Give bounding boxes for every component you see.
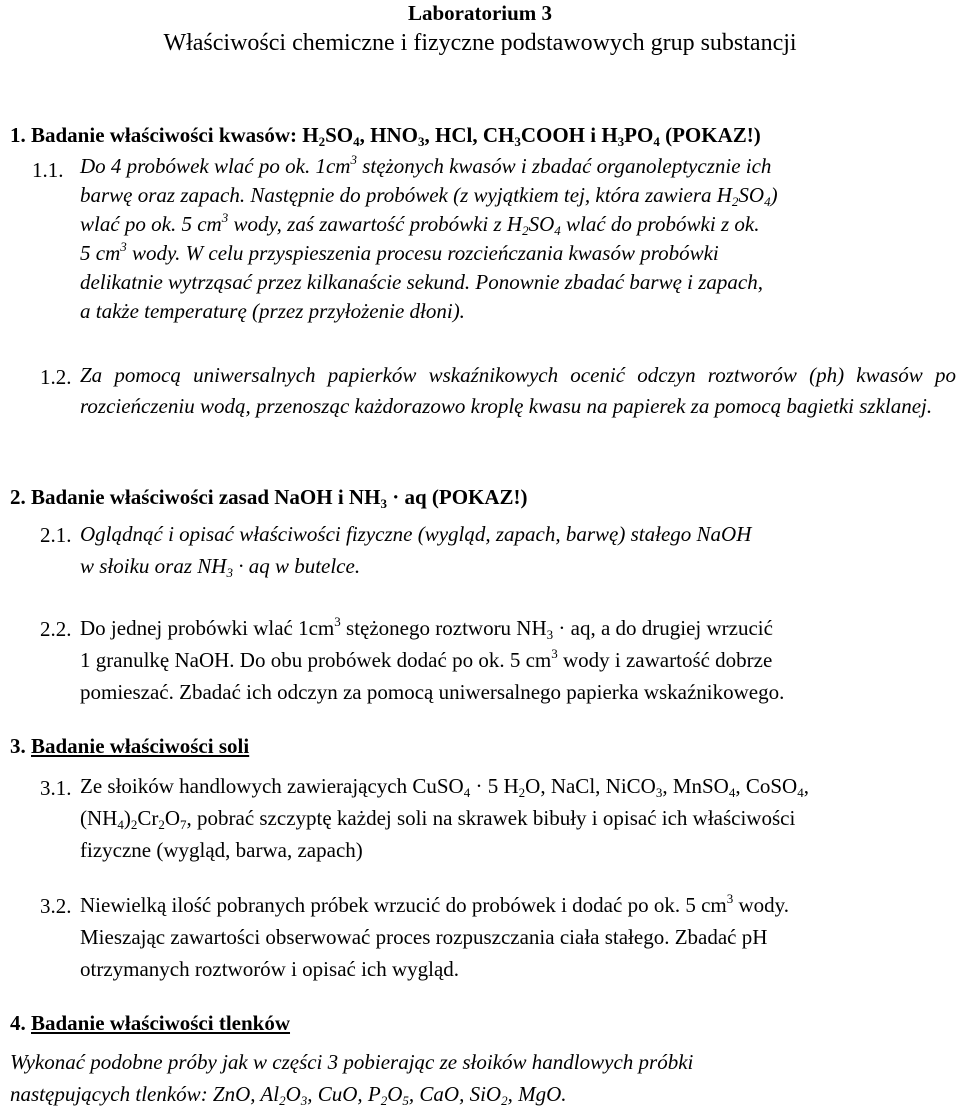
section-3-heading: 3. Badanie właściwości soli [10,734,250,758]
paragraph-3-1-number: 3.1. [40,776,72,800]
section-1-heading: 1. Badanie właściwości kwasów: $H_2SO_4$, $HNO_3$, HCl, $CH_3COOH$ i $H_3PO_4$ (POKAZ!) [10,123,761,149]
lab-subtitle: Właściwości chemiczne i fizyczne podstawowych grup substancji [163,30,797,56]
paragraph-1-1-number: 1.1. [32,158,64,182]
paragraph-3-2-number: 3.2. [40,894,72,918]
paragraph-2-1: Oglądnąć i opisać właściwości fizyczne (wygląd, zapach, barwę) stałego NaOH w słoiku oraz $NH_3$ · aq w butelce. [80,522,752,580]
paragraph-3-2: Niewielką ilość pobranych próbek wrzucić do probówek i dodać po ok. 5 $cm^3$ wody. Mieszając zawartości obserwować proces rozpuszczania ciała stałego. Zbadać pH otrzymanych roztworów i opisać ich wygląd. [80,891,790,981]
paragraph-2-2-number: 2.2. [40,617,72,641]
paragraph-1-2-number: 1.2. [40,365,72,389]
section-4-heading: 4. Badanie właściwości tlenków [10,1011,291,1035]
paragraph-1-1: Do 4 probówek wlać po ok. $1cm^3$ stężonych kwasów i zbadać organoleptycznie ich barwę oraz zapach. Następnie do probówek (z wyjątkiem tej, która zawiera $H_2SO_4$) wlać po ok. 5 $cm^3$ wody, zaś zawartość probówki z $H_2SO_4$ wlać do probówki z ok. 5 $cm^3$ wody. W celu przyspieszenia procesu rozcieńczania kwasów probówki delikatnie wytrząsać przez kilkanaście sekund. Ponownie zbadać barwę i zapach, a także temperaturę (przez przyłożenie dłoni). [80,152,778,323]
paragraph-2-2: Do jednej probówki wlać $1cm^3$ stężonego roztworu $NH_3$ · aq, a do drugiej wrzucić 1 granulkę NaOH. Do obu probówek dodać po ok. 5 $cm^3$ wody i zawartość dobrze pomieszać. Zbadać ich odczyn za pomocą uniwersalnego papierka wskaźnikowego. [80,614,785,704]
paragraph-3-1: Ze słoików handlowych zawierających CuSO$_4$ · 5 $H_2O$, NaCl, NiCO$_3$, MnSO$_4$, CoSO$_4$, $(NH_4)_2Cr_2O_7$, pobrać szczyptę każdej soli na skrawek bibuły i opisać ich właściwości fizyczne (wygląd, barwa, zapach) [80,774,809,862]
lab-title: Laboratorium 3 [407,1,553,25]
paragraph-4: Wykonać podobne próby jak w części 3 pobierając ze słoików handlowych próbki następujących tlenków: ZnO, $Al_2O_3$, CuO, $P_2O_5$, CaO, SiO$_2$, MgO. [10,1050,694,1108]
paragraph-1-2: Za pomocą uniwersalnych papierków wskaźnikowych ocenić odczyn roztworów (ph) kwasów po rozcieńczeniu wodą, przenosząc każdorazowo kroplę kwasu na papierek za pomocą bagietki szklanej. [80,363,956,418]
paragraph-2-1-number: 2.1. [40,523,72,547]
section-2-heading: 2. Badanie właściwości zasad NaOH i $NH_3$ · aq (POKAZ!) [10,485,528,511]
